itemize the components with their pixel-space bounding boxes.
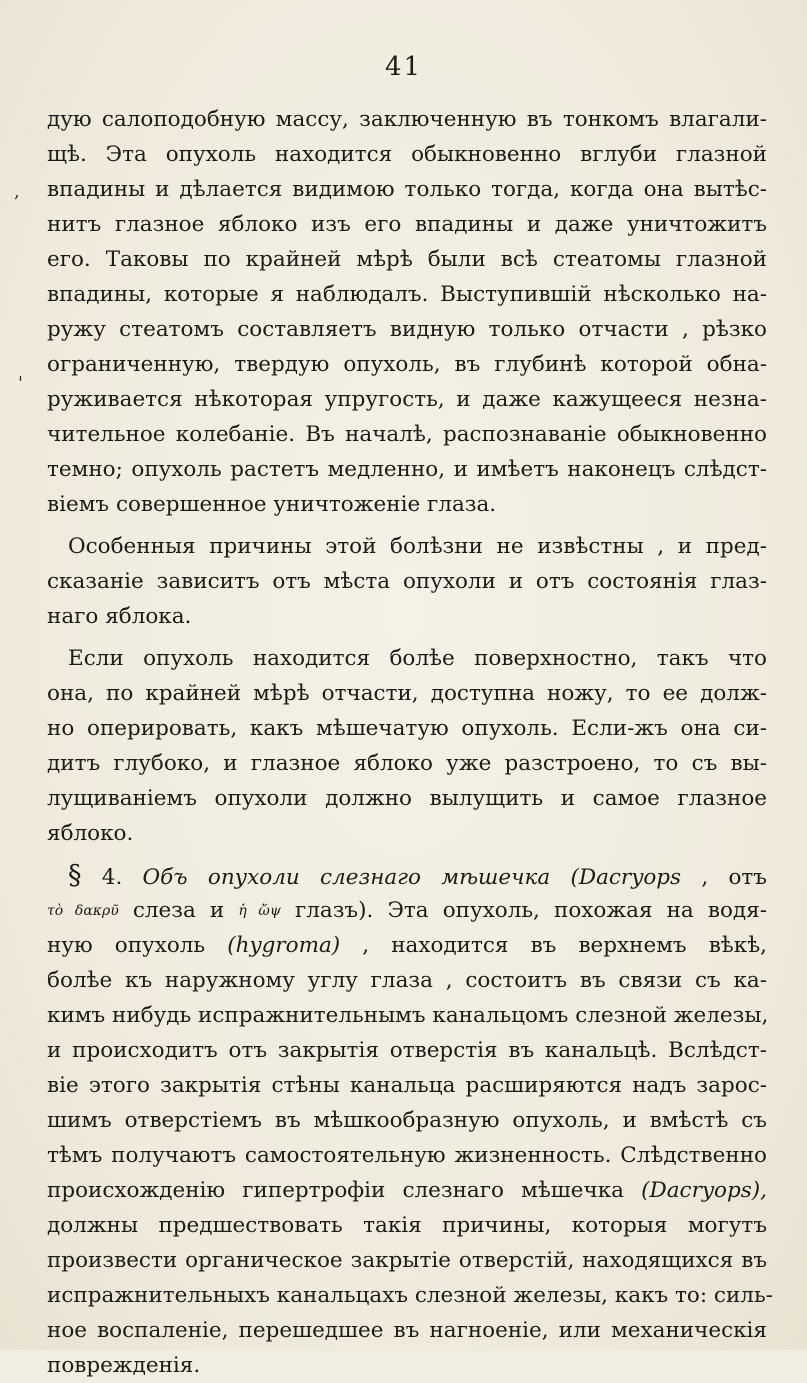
text-line: она, по крайней мѣрѣ отчасти, доступна ножу, то ее долж-	[47, 681, 767, 706]
text-line: щѣ. Эта опухоль находится обыкновенно вглуби глазной	[47, 142, 767, 167]
text-line: нитъ глазное яблоко изъ его впадины и даже уничтожитъ	[47, 212, 767, 237]
text-line: шимъ отверстiемъ въ мѣшкообразную опухоль, и вмѣстѣ съ	[47, 1108, 767, 1133]
text-line: но оперировать, какъ мѣшечатую опухоль. Если-жъ она си-	[47, 716, 767, 741]
section-tail: , отъ	[701, 865, 767, 890]
text-line	[47, 893, 767, 928]
text-line: лущиванiемъ опухоли должно вылущить и самое глазное	[47, 786, 767, 811]
gloss-word: слеза и	[132, 898, 225, 923]
text-span: происхожденiю гипертрофiи слезнаго мѣшечка	[47, 1178, 624, 1203]
text-line: яблоко.	[47, 821, 134, 846]
page-number: 41	[384, 52, 423, 82]
text-line: тѣмъ получаютъ самостоятельную жизненность. Слѣдственно	[47, 1143, 767, 1168]
text-line: дую салоподобную массу, заключенную въ тонкомъ влагали-	[47, 107, 767, 132]
latin-term: (Dacryops),	[641, 1178, 767, 1203]
text-line: руживается нѣкоторая упругость, и даже кажущееся незна-	[47, 387, 767, 412]
text-line: вiемъ совершенное уничтоженiе глаза.	[47, 492, 497, 517]
text-line: сказанiе зависитъ отъ мѣста опухоли и отъ состоянiя глаз-	[47, 569, 767, 594]
text-line: ное воспаленiе, перешедшее въ нагноенiе, или механическiя	[47, 1318, 767, 1343]
text-line: дитъ глубоко, и глазное яблоко уже разстроено, то съ вы-	[47, 751, 767, 776]
text-line	[47, 1173, 767, 1208]
text-line: поврежденiя.	[47, 1353, 201, 1378]
greek-word: τὸ δακρῦ	[47, 903, 119, 919]
text-line: должны предшествовать такiя причины, которыя могутъ	[47, 1213, 767, 1238]
text-line: наго яблока.	[47, 604, 192, 629]
section-latin-term: (Dacryops	[570, 865, 682, 890]
latin-term: (hygroma)	[227, 933, 341, 958]
section-4	[47, 858, 773, 1383]
gloss-word: глазъ).	[294, 898, 374, 923]
text-line: Если опухоль находится болѣе поверхностно, такъ что	[68, 646, 767, 671]
text-line: темно; опухоль растетъ медленно, и имѣетъ наконецъ слѣдст-	[47, 457, 767, 482]
text-line	[47, 928, 767, 963]
section-heading-line	[47, 858, 767, 893]
text-line: вiе этого закрытiя стѣны канальца расширяются надъ зарос-	[47, 1073, 767, 1098]
text-line: болѣе къ наружному углу глаза , состоитъ въ связи съ ка-	[47, 968, 767, 993]
section-number: 4.	[101, 865, 123, 890]
text-line: Особенныя причины этой болѣзни не извѣстны , и пред-	[68, 534, 767, 559]
text-span: ную опухоль	[47, 933, 206, 958]
text-line: ружу стеатомъ составляетъ видную только отчасти , рѣзко	[47, 317, 767, 342]
text-line: кимъ нибудь испражнительнымъ канальцомъ слезной железы,	[47, 1003, 769, 1028]
text-line: и происходитъ отъ закрытiя отверстiя въ канальцѣ. Вслѣдст-	[47, 1038, 767, 1063]
section-title: Объ опухоли слезнаго мѣшечка	[142, 865, 551, 890]
text-line: чительное колебанiе. Въ началѣ, распознаванiе обыкновенно	[47, 422, 767, 447]
text-line: произвести органическое закрытiе отверстiй, находящихся въ	[47, 1248, 767, 1273]
text-line: впадины и дѣлается видимою только тогда, когда она вытѣс-	[47, 177, 767, 202]
text-span: Эта опухоль, похожая на водя-	[387, 898, 767, 923]
margin-mark: ,	[14, 181, 20, 202]
paragraph-2	[47, 529, 767, 634]
paragraph-1	[47, 102, 767, 522]
text-line: его. Таковы по крайней мѣрѣ были всѣ стеатомы глазной	[47, 247, 767, 272]
text-span: , находится въ верхнемъ вѣкѣ,	[362, 933, 768, 958]
text-line: ограниченную, твердую опухоль, въ глубинѣ которой обна-	[47, 352, 767, 377]
body-text	[47, 102, 773, 1383]
text-line: испражнительныхъ канальцахъ слезной железы, какъ то: силь-	[47, 1283, 773, 1308]
section-symbol: §	[68, 860, 82, 891]
text-line: впадины, которые я наблюдалъ. Выступившiй нѣсколько на-	[47, 282, 767, 307]
greek-word: ἡ ὤψ	[238, 903, 281, 919]
paragraph-3	[47, 641, 767, 851]
margin-mark: '	[18, 373, 23, 394]
